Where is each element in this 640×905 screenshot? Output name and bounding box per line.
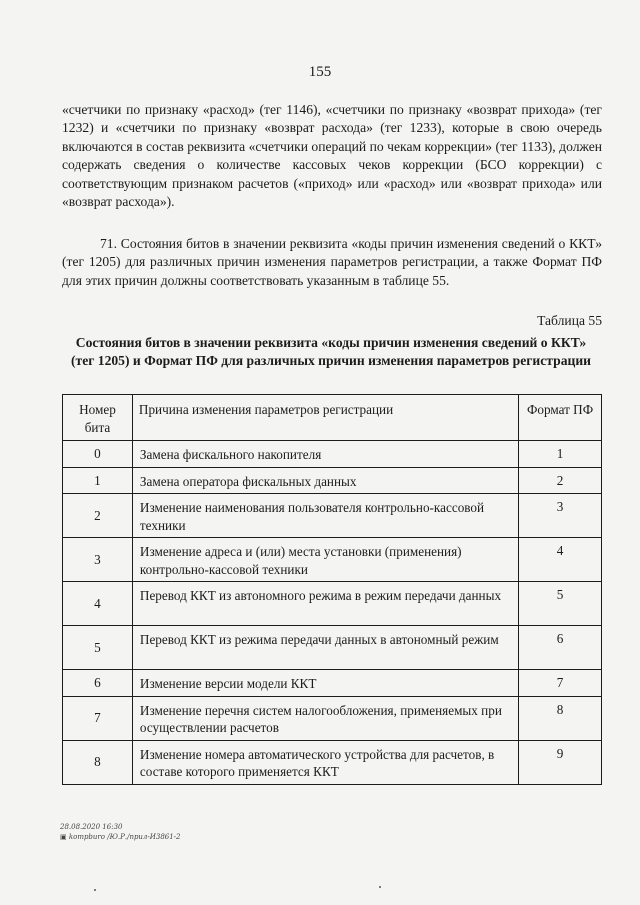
cell-reason: Замена фискального накопителя xyxy=(132,441,518,468)
cell-reason: Перевод ККТ из режима передачи данных в автономный режим xyxy=(132,626,518,670)
cell-reason: Замена оператора фискальных данных xyxy=(132,467,518,494)
cell-format: 3 xyxy=(519,494,602,538)
table-title: Состояния битов в значении реквизита «коды причин изменения сведений о ККТ» (тег 1205) и Формат ПФ для различных причин изменения параметров регистрации xyxy=(70,335,591,368)
footer-date: 28.08.2020 16:30 xyxy=(60,823,123,831)
scan-speck xyxy=(379,886,381,888)
table-row xyxy=(63,467,602,494)
paragraph-71: 71. Состояния битов в значении реквизита «коды причин изменения сведений о ККТ» (тег 1205) для различных причин изменения параметров регистрации, а также Формат ПФ для этих причин должны соответствовать указанным в таблице 55. xyxy=(62,236,602,288)
scan-speck xyxy=(94,889,96,891)
cell-format: 1 xyxy=(519,441,602,468)
cell-bit: 4 xyxy=(63,582,133,626)
cell-reason: Перевод ККТ из автономного режима в режим передачи данных xyxy=(132,582,518,626)
cell-bit: 3 xyxy=(63,538,133,582)
cell-reason: Изменение адреса и (или) места установки (применения) контрольно-кассовой техники xyxy=(132,538,518,582)
cell-bit: 1 xyxy=(63,467,133,494)
table-header-row xyxy=(63,395,602,441)
table-row xyxy=(63,696,602,740)
cell-format: 8 xyxy=(519,696,602,740)
cell-format: 4 xyxy=(519,538,602,582)
table-row xyxy=(63,626,602,670)
document-icon: ▣ xyxy=(60,833,67,841)
cell-bit: 8 xyxy=(63,740,133,784)
table-row xyxy=(63,670,602,697)
cell-reason: Изменение наименования пользователя контрольно-кассовой техники xyxy=(132,494,518,538)
header-bit-number: Номер бита xyxy=(63,395,133,441)
paragraph-counters: «счетчики по признаку «расход» (тег 1146), «счетчики по признаку «возврат прихода» (тег 1232) и «счетчики по признаку «возврат расхода» (тег 1233), которые в свою очередь включаются в состав реквизита «счетчики операций по чекам коррекции» (тег 1133), должен содержать сведения о количестве кассовых чеков коррекции (БСО коррекции) с соответствующим признаком расчетов («приход» или «расход» или «возврат прихода» или «возврат расхода»). xyxy=(62,102,602,210)
cell-reason: Изменение перечня систем налогообложения, применяемых при осуществлении расчетов xyxy=(132,696,518,740)
cell-format: 2 xyxy=(519,467,602,494)
cell-format: 9 xyxy=(519,740,602,784)
cell-reason: Изменение номера автоматического устройства для расчетов, в составе которого применяется ККТ xyxy=(132,740,518,784)
cell-bit: 6 xyxy=(63,670,133,697)
footer-file xyxy=(60,833,181,841)
table-row xyxy=(63,441,602,468)
cell-bit: 7 xyxy=(63,696,133,740)
table-row xyxy=(63,582,602,626)
cell-format: 5 xyxy=(519,582,602,626)
cell-bit: 0 xyxy=(63,441,133,468)
header-format: Формат ПФ xyxy=(519,395,602,441)
table-row xyxy=(63,740,602,784)
table-row xyxy=(63,538,602,582)
registration-change-table xyxy=(62,394,602,785)
cell-bit: 5 xyxy=(63,626,133,670)
cell-bit: 2 xyxy=(63,494,133,538)
cell-format: 7 xyxy=(519,670,602,697)
footer-file-path: kompburo /Ю.Р./прил-И3861-2 xyxy=(68,833,181,841)
page-number: 155 xyxy=(308,64,332,80)
table-row xyxy=(63,494,602,538)
cell-format: 6 xyxy=(519,626,602,670)
table-label: Таблица 55 xyxy=(537,313,602,328)
cell-reason: Изменение версии модели ККТ xyxy=(132,670,518,697)
header-reason: Причина изменения параметров регистрации xyxy=(132,395,518,441)
